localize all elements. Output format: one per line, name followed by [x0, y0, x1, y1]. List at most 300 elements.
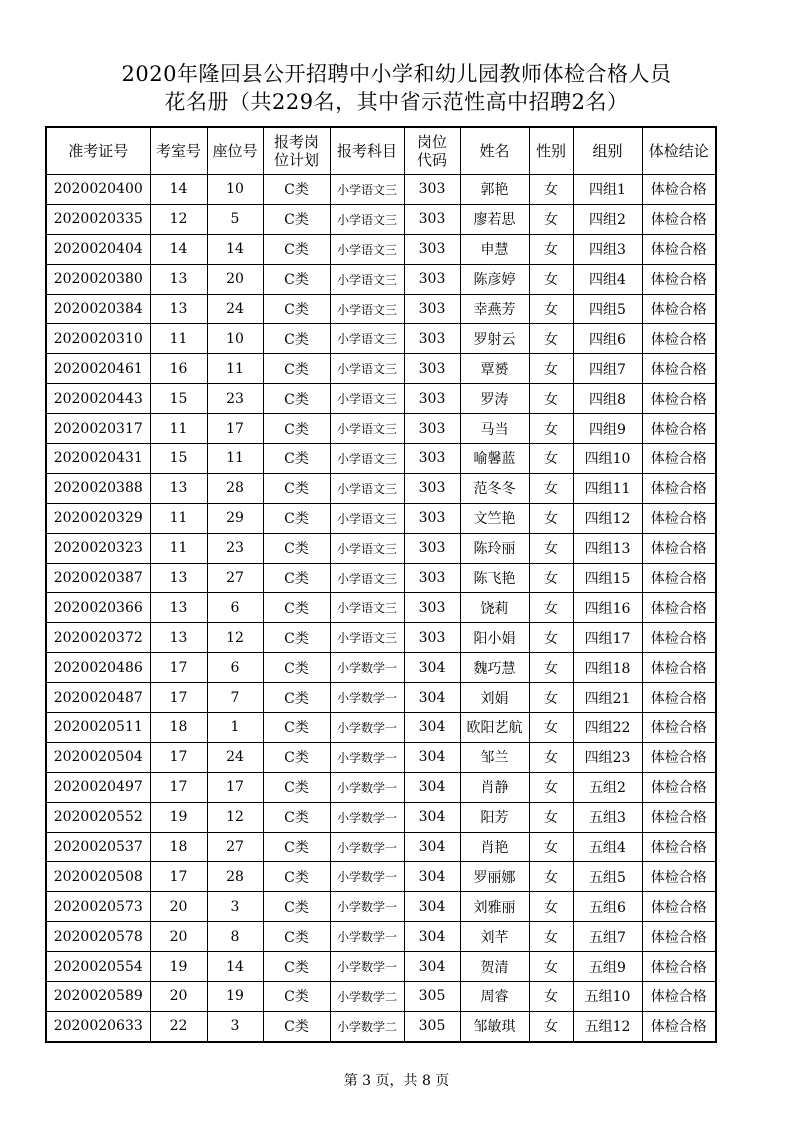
- position-code-cell: 304: [404, 892, 460, 922]
- name-cell: 罗丽娜: [460, 862, 529, 892]
- table-row: [46, 354, 716, 384]
- group-cell: 四组11: [573, 473, 642, 503]
- group-cell: 四组2: [573, 204, 642, 234]
- result-cell: 体检合格: [642, 653, 716, 683]
- group-cell: 五组7: [573, 922, 642, 952]
- position-plan-cell: C类: [263, 503, 330, 533]
- gender-cell: 女: [529, 593, 573, 623]
- exam-id-cell: 2020020511: [46, 713, 150, 743]
- position-plan-cell: C类: [263, 922, 330, 952]
- gender-cell: 女: [529, 503, 573, 533]
- gender-cell: 女: [529, 354, 573, 384]
- exam-id-cell: 2020020400: [46, 175, 150, 205]
- table-row: [46, 533, 716, 563]
- gender-cell: 女: [529, 952, 573, 982]
- result-cell: 体检合格: [642, 533, 716, 563]
- table-header-row: [46, 127, 716, 175]
- group-cell: 四组13: [573, 533, 642, 563]
- result-cell: 体检合格: [642, 593, 716, 623]
- seat-no-cell: 29: [207, 503, 263, 533]
- position-code-cell: 304: [404, 952, 460, 982]
- exam-id-cell: 2020020497: [46, 772, 150, 802]
- name-cell: 贺清: [460, 952, 529, 982]
- position-code-cell: 303: [404, 414, 460, 444]
- room-no-cell: 13: [150, 593, 207, 623]
- exam-id-cell: 2020020329: [46, 503, 150, 533]
- table-row: [46, 1011, 716, 1041]
- table-row: [46, 922, 716, 952]
- table-row: [46, 742, 716, 772]
- seat-no-cell: 3: [207, 892, 263, 922]
- group-cell: 五组10: [573, 982, 642, 1012]
- position-plan-cell: C类: [263, 742, 330, 772]
- page-footer: 第 3 页，共 8 页: [343, 1073, 450, 1089]
- position-plan-cell: C类: [263, 354, 330, 384]
- table-row: [46, 892, 716, 922]
- group-cell: 四组17: [573, 623, 642, 653]
- seat-no-cell: 8: [207, 922, 263, 952]
- result-cell: 体检合格: [642, 772, 716, 802]
- group-cell: 四组21: [573, 683, 642, 713]
- name-cell: 肖艳: [460, 832, 529, 862]
- seat-no-cell: 28: [207, 862, 263, 892]
- gender-cell: 女: [529, 653, 573, 683]
- name-cell: 周睿: [460, 982, 529, 1012]
- result-cell: 体检合格: [642, 503, 716, 533]
- group-cell: 四组7: [573, 354, 642, 384]
- header-gender: 性别: [529, 127, 573, 175]
- group-cell: 四组23: [573, 742, 642, 772]
- name-cell: 申慧: [460, 234, 529, 264]
- subject-cell: 小学语文三: [330, 175, 404, 205]
- exam-id-cell: 2020020552: [46, 802, 150, 832]
- group-cell: 四组16: [573, 593, 642, 623]
- exam-id-cell: 2020020323: [46, 533, 150, 563]
- table-row: [46, 772, 716, 802]
- gender-cell: 女: [529, 414, 573, 444]
- document-title-line1: 2020年隆回县公开招聘中小学和幼儿园教师体检合格人员: [121, 62, 672, 86]
- name-cell: 阳芳: [460, 802, 529, 832]
- room-no-cell: 12: [150, 204, 207, 234]
- table-row: [46, 713, 716, 743]
- position-plan-cell: C类: [263, 473, 330, 503]
- room-no-cell: 14: [150, 234, 207, 264]
- result-cell: 体检合格: [642, 204, 716, 234]
- room-no-cell: 15: [150, 384, 207, 414]
- gender-cell: 女: [529, 862, 573, 892]
- result-cell: 体检合格: [642, 713, 716, 743]
- room-no-cell: 13: [150, 623, 207, 653]
- group-cell: 五组5: [573, 862, 642, 892]
- subject-cell: 小学语文三: [330, 533, 404, 563]
- result-cell: 体检合格: [642, 324, 716, 354]
- seat-no-cell: 23: [207, 533, 263, 563]
- position-code-cell: 304: [404, 713, 460, 743]
- subject-cell: 小学语文三: [330, 294, 404, 324]
- position-code-cell: 304: [404, 862, 460, 892]
- gender-cell: 女: [529, 1011, 573, 1041]
- subject-cell: 小学数学一: [330, 653, 404, 683]
- position-code-cell: 303: [404, 264, 460, 294]
- result-cell: 体检合格: [642, 444, 716, 474]
- room-no-cell: 18: [150, 832, 207, 862]
- gender-cell: 女: [529, 713, 573, 743]
- position-plan-cell: C类: [263, 802, 330, 832]
- group-cell: 五组12: [573, 1011, 642, 1041]
- group-cell: 四组18: [573, 653, 642, 683]
- room-no-cell: 17: [150, 653, 207, 683]
- header-seat-no: 座位号: [207, 127, 263, 175]
- position-code-cell: 303: [404, 623, 460, 653]
- gender-cell: 女: [529, 175, 573, 205]
- position-plan-cell: C类: [263, 324, 330, 354]
- gender-cell: 女: [529, 264, 573, 294]
- exam-id-cell: 2020020633: [46, 1011, 150, 1041]
- position-plan-cell: C类: [263, 264, 330, 294]
- name-cell: 陈玲丽: [460, 533, 529, 563]
- position-code-cell: 303: [404, 444, 460, 474]
- exam-id-cell: 2020020388: [46, 473, 150, 503]
- result-cell: 体检合格: [642, 175, 716, 205]
- subject-cell: 小学语文三: [330, 473, 404, 503]
- position-code-cell: 304: [404, 653, 460, 683]
- table-row: [46, 175, 716, 205]
- seat-no-cell: 20: [207, 264, 263, 294]
- name-cell: 阳小娟: [460, 623, 529, 653]
- group-cell: 四组12: [573, 503, 642, 533]
- group-cell: 四组1: [573, 175, 642, 205]
- name-cell: 刘芊: [460, 922, 529, 952]
- subject-cell: 小学语文三: [330, 444, 404, 474]
- seat-no-cell: 28: [207, 473, 263, 503]
- position-code-cell: 304: [404, 683, 460, 713]
- table-row: [46, 503, 716, 533]
- position-plan-cell: C类: [263, 384, 330, 414]
- subject-cell: 小学数学一: [330, 742, 404, 772]
- header-name: 姓名: [460, 127, 529, 175]
- name-cell: 廖若思: [460, 204, 529, 234]
- seat-no-cell: 5: [207, 204, 263, 234]
- group-cell: 四组10: [573, 444, 642, 474]
- position-plan-cell: C类: [263, 772, 330, 802]
- room-no-cell: 11: [150, 503, 207, 533]
- seat-no-cell: 12: [207, 802, 263, 832]
- subject-cell: 小学语文三: [330, 354, 404, 384]
- exam-id-cell: 2020020335: [46, 204, 150, 234]
- exam-id-cell: 2020020366: [46, 593, 150, 623]
- position-plan-cell: C类: [263, 892, 330, 922]
- position-code-cell: 303: [404, 234, 460, 264]
- subject-cell: 小学数学二: [330, 982, 404, 1012]
- group-cell: 四组8: [573, 384, 642, 414]
- seat-no-cell: 10: [207, 324, 263, 354]
- result-cell: 体检合格: [642, 832, 716, 862]
- table-row: [46, 982, 716, 1012]
- position-code-cell: 305: [404, 1011, 460, 1041]
- position-plan-cell: C类: [263, 1011, 330, 1041]
- result-cell: 体检合格: [642, 742, 716, 772]
- group-cell: 五组3: [573, 802, 642, 832]
- subject-cell: 小学语文三: [330, 503, 404, 533]
- seat-no-cell: 24: [207, 742, 263, 772]
- subject-cell: 小学语文三: [330, 563, 404, 593]
- header-group: 组别: [573, 127, 642, 175]
- exam-id-cell: 2020020508: [46, 862, 150, 892]
- table-row: [46, 683, 716, 713]
- document-title-line2: 花名册（共229名，其中省示范性高中招聘2名）: [164, 90, 629, 114]
- table-row: [46, 593, 716, 623]
- position-plan-cell: C类: [263, 234, 330, 264]
- name-cell: 幸燕芳: [460, 294, 529, 324]
- exam-id-cell: 2020020387: [46, 563, 150, 593]
- room-no-cell: 19: [150, 952, 207, 982]
- exam-id-cell: 2020020461: [46, 354, 150, 384]
- table-row: [46, 204, 716, 234]
- exam-id-cell: 2020020380: [46, 264, 150, 294]
- result-cell: 体检合格: [642, 862, 716, 892]
- seat-no-cell: 1: [207, 713, 263, 743]
- group-cell: 四组6: [573, 324, 642, 354]
- table-row: [46, 563, 716, 593]
- room-no-cell: 16: [150, 354, 207, 384]
- exam-id-cell: 2020020504: [46, 742, 150, 772]
- position-plan-cell: C类: [263, 204, 330, 234]
- table-row: [46, 414, 716, 444]
- name-cell: 覃赟: [460, 354, 529, 384]
- table-row: [46, 384, 716, 414]
- name-cell: 邹敏琪: [460, 1011, 529, 1041]
- room-no-cell: 18: [150, 713, 207, 743]
- exam-id-cell: 2020020404: [46, 234, 150, 264]
- gender-cell: 女: [529, 832, 573, 862]
- room-no-cell: 11: [150, 414, 207, 444]
- group-cell: 四组3: [573, 234, 642, 264]
- name-cell: 范冬冬: [460, 473, 529, 503]
- gender-cell: 女: [529, 982, 573, 1012]
- result-cell: 体检合格: [642, 414, 716, 444]
- exam-id-cell: 2020020487: [46, 683, 150, 713]
- table-row: [46, 952, 716, 982]
- table-row: [46, 264, 716, 294]
- position-plan-cell: C类: [263, 683, 330, 713]
- table-row: [46, 294, 716, 324]
- header-subject: 报考科目: [330, 127, 404, 175]
- gender-cell: 女: [529, 802, 573, 832]
- subject-cell: 小学数学一: [330, 713, 404, 743]
- result-cell: 体检合格: [642, 354, 716, 384]
- room-no-cell: 17: [150, 862, 207, 892]
- seat-no-cell: 23: [207, 384, 263, 414]
- name-cell: 马当: [460, 414, 529, 444]
- seat-no-cell: 27: [207, 563, 263, 593]
- position-code-cell: 304: [404, 802, 460, 832]
- room-no-cell: 13: [150, 473, 207, 503]
- name-cell: 陈彦婷: [460, 264, 529, 294]
- room-no-cell: 22: [150, 1011, 207, 1041]
- group-cell: 四组15: [573, 563, 642, 593]
- position-plan-cell: C类: [263, 653, 330, 683]
- gender-cell: 女: [529, 772, 573, 802]
- subject-cell: 小学语文三: [330, 264, 404, 294]
- gender-cell: 女: [529, 444, 573, 474]
- position-plan-cell: C类: [263, 832, 330, 862]
- subject-cell: 小学数学一: [330, 952, 404, 982]
- name-cell: 肖静: [460, 772, 529, 802]
- position-code-cell: 304: [404, 772, 460, 802]
- seat-no-cell: 3: [207, 1011, 263, 1041]
- room-no-cell: 15: [150, 444, 207, 474]
- position-code-cell: 303: [404, 533, 460, 563]
- result-cell: 体检合格: [642, 623, 716, 653]
- table-row: [46, 473, 716, 503]
- position-plan-cell: C类: [263, 713, 330, 743]
- seat-no-cell: 11: [207, 444, 263, 474]
- group-cell: 四组9: [573, 414, 642, 444]
- gender-cell: 女: [529, 683, 573, 713]
- header-exam-id: 准考证号: [46, 127, 150, 175]
- position-code-cell: 303: [404, 354, 460, 384]
- result-cell: 体检合格: [642, 234, 716, 264]
- exam-id-cell: 2020020537: [46, 832, 150, 862]
- subject-cell: 小学数学一: [330, 832, 404, 862]
- subject-cell: 小学语文三: [330, 234, 404, 264]
- seat-no-cell: 24: [207, 294, 263, 324]
- result-cell: 体检合格: [642, 982, 716, 1012]
- name-cell: 刘雅丽: [460, 892, 529, 922]
- subject-cell: 小学语文三: [330, 623, 404, 653]
- room-no-cell: 20: [150, 922, 207, 952]
- roster-table: [45, 126, 717, 1043]
- position-plan-cell: C类: [263, 175, 330, 205]
- gender-cell: 女: [529, 384, 573, 414]
- table-row: [46, 832, 716, 862]
- table-row: [46, 324, 716, 354]
- position-code-cell: 303: [404, 294, 460, 324]
- name-cell: 罗涛: [460, 384, 529, 414]
- exam-id-cell: 2020020486: [46, 653, 150, 683]
- position-code-cell: 304: [404, 742, 460, 772]
- group-cell: 四组4: [573, 264, 642, 294]
- subject-cell: 小学语文三: [330, 414, 404, 444]
- seat-no-cell: 19: [207, 982, 263, 1012]
- gender-cell: 女: [529, 742, 573, 772]
- position-plan-cell: C类: [263, 952, 330, 982]
- exam-id-cell: 2020020310: [46, 324, 150, 354]
- room-no-cell: 17: [150, 742, 207, 772]
- seat-no-cell: 12: [207, 623, 263, 653]
- result-cell: 体检合格: [642, 384, 716, 414]
- position-code-cell: 303: [404, 503, 460, 533]
- result-cell: 体检合格: [642, 294, 716, 324]
- exam-id-cell: 2020020573: [46, 892, 150, 922]
- group-cell: 五组9: [573, 952, 642, 982]
- subject-cell: 小学语文三: [330, 593, 404, 623]
- name-cell: 邹兰: [460, 742, 529, 772]
- position-code-cell: 303: [404, 384, 460, 414]
- room-no-cell: 14: [150, 175, 207, 205]
- subject-cell: 小学数学一: [330, 892, 404, 922]
- position-plan-cell: C类: [263, 593, 330, 623]
- position-code-cell: 303: [404, 175, 460, 205]
- room-no-cell: 20: [150, 982, 207, 1012]
- position-plan-cell: C类: [263, 414, 330, 444]
- name-cell: 罗射云: [460, 324, 529, 354]
- group-cell: 四组5: [573, 294, 642, 324]
- seat-no-cell: 10: [207, 175, 263, 205]
- subject-cell: 小学语文三: [330, 204, 404, 234]
- header-position-code: 岗位 代码: [404, 127, 460, 175]
- position-plan-cell: C类: [263, 623, 330, 653]
- table-row: [46, 862, 716, 892]
- room-no-cell: 11: [150, 533, 207, 563]
- room-no-cell: 13: [150, 563, 207, 593]
- gender-cell: 女: [529, 204, 573, 234]
- exam-id-cell: 2020020384: [46, 294, 150, 324]
- position-code-cell: 304: [404, 922, 460, 952]
- exam-id-cell: 2020020372: [46, 623, 150, 653]
- subject-cell: 小学语文三: [330, 384, 404, 414]
- room-no-cell: 19: [150, 802, 207, 832]
- header-position-plan: 报考岗 位计划: [263, 127, 330, 175]
- group-cell: 五组4: [573, 832, 642, 862]
- subject-cell: 小学数学一: [330, 922, 404, 952]
- position-plan-cell: C类: [263, 294, 330, 324]
- name-cell: 喻馨蓝: [460, 444, 529, 474]
- exam-id-cell: 2020020589: [46, 982, 150, 1012]
- result-cell: 体检合格: [642, 683, 716, 713]
- subject-cell: 小学语文三: [330, 324, 404, 354]
- name-cell: 魏巧慧: [460, 653, 529, 683]
- result-cell: 体检合格: [642, 473, 716, 503]
- subject-cell: 小学数学一: [330, 683, 404, 713]
- exam-id-cell: 2020020317: [46, 414, 150, 444]
- position-plan-cell: C类: [263, 533, 330, 563]
- position-code-cell: 303: [404, 593, 460, 623]
- table-row: [46, 653, 716, 683]
- header-room-no: 考室号: [150, 127, 207, 175]
- exam-id-cell: 2020020443: [46, 384, 150, 414]
- seat-no-cell: 7: [207, 683, 263, 713]
- seat-no-cell: 14: [207, 234, 263, 264]
- result-cell: 体检合格: [642, 264, 716, 294]
- name-cell: 欧阳艺航: [460, 713, 529, 743]
- result-cell: 体检合格: [642, 922, 716, 952]
- exam-id-cell: 2020020578: [46, 922, 150, 952]
- gender-cell: 女: [529, 922, 573, 952]
- group-cell: 五组2: [573, 772, 642, 802]
- position-plan-cell: C类: [263, 563, 330, 593]
- exam-id-cell: 2020020554: [46, 952, 150, 982]
- subject-cell: 小学数学一: [330, 862, 404, 892]
- table-row: [46, 444, 716, 474]
- table-row: [46, 234, 716, 264]
- position-code-cell: 303: [404, 204, 460, 234]
- name-cell: 刘娟: [460, 683, 529, 713]
- seat-no-cell: 14: [207, 952, 263, 982]
- room-no-cell: 17: [150, 683, 207, 713]
- seat-no-cell: 17: [207, 772, 263, 802]
- position-plan-cell: C类: [263, 982, 330, 1012]
- gender-cell: 女: [529, 563, 573, 593]
- gender-cell: 女: [529, 892, 573, 922]
- seat-no-cell: 6: [207, 653, 263, 683]
- name-cell: 饶莉: [460, 593, 529, 623]
- group-cell: 五组6: [573, 892, 642, 922]
- seat-no-cell: 27: [207, 832, 263, 862]
- exam-id-cell: 2020020431: [46, 444, 150, 474]
- table-row: [46, 623, 716, 653]
- position-plan-cell: C类: [263, 862, 330, 892]
